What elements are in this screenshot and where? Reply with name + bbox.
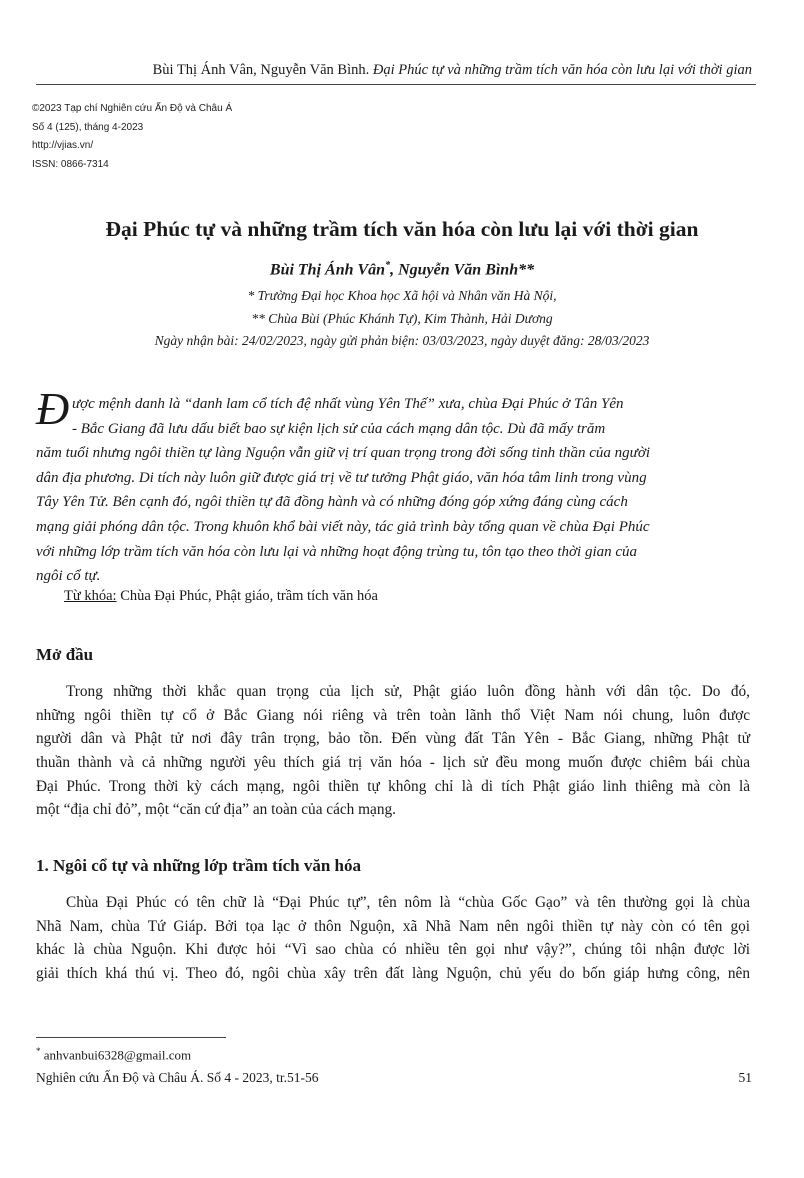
affiliation-2: ** Chùa Bùi (Phúc Khánh Tự), Kim Thành, Hải Dương [251, 311, 553, 326]
abstract-line: dân địa phương. Di tích này luôn giữ được giá trị về tư tưởng Phật giáo, văn hóa tâm linh trong vùng [36, 469, 647, 486]
running-head-title: Đại Phúc tự và những trầm tích văn hóa còn lưu lại với thời gian [372, 62, 752, 78]
intro-paragraph [36, 680, 750, 822]
page-number: 51 [738, 1070, 752, 1085]
drop-cap: Đ [36, 383, 70, 434]
article-title: Đại Phúc tự và những trầm tích văn hóa còn lưu lại với thời gian [105, 217, 699, 241]
page-footer [36, 1070, 752, 1086]
paragraph-line: thuần thành và cả những người yêu thích giá trị văn hóa - lịch sử đều mong muốn được chiêm bái chùa [36, 754, 750, 772]
section-heading-intro: Mở đầu [36, 645, 94, 664]
footnote-mark: * [36, 1046, 41, 1056]
paragraph-line: người dân và Phật tử nơi đây trân trọng, bảo tồn. Đến vùng đất Tân Yên - Bắc Giang, những Phật tử [36, 730, 750, 748]
footnote-email[interactable]: anhvanbui6328@gmail.com [40, 1047, 192, 1063]
paragraph-line: giải thích khá thú vị. Theo đó, ngôi chùa xây trên đất làng Nguộn, chủ yếu do bốn giáp hưng công, nên [36, 965, 750, 983]
affiliation-1: * Trường Đại học Khoa học Xã hội và Nhân văn Hà Nội, [247, 288, 557, 303]
footnote [36, 1046, 191, 1063]
footer-journal: Nghiên cứu Ấn Độ và Châu Á. Số 4 - 2023, tr.51-56 [36, 1070, 319, 1085]
issue-line: Số 4 (125), tháng 4-2023 [32, 121, 144, 133]
author-separator: , [390, 261, 399, 279]
abstract [36, 392, 750, 589]
abstract-line: - Bắc Giang đã lưu dấu biết bao sự kiện lịch sử của cách mạng dân tộc. Dù đã mấy trăm [72, 420, 606, 437]
dates-line: Ngày nhận bài: 24/02/2023, ngày gửi phản biện: 03/03/2023, ngày duyệt đăng: 28/03/2023 [154, 333, 650, 348]
abstract-line: năm tuổi nhưng ngôi thiền tự làng Nguộn vẫn giữ vị trí quan trọng trong đời sống tinh thần của người [36, 445, 651, 462]
footnote-rule [36, 1037, 226, 1038]
copyright-line: ©2023 Tạp chí Nghiên cứu Ấn Độ và Châu Á [32, 103, 233, 114]
keywords-text: Chùa Đại Phúc, Phật giáo, trầm tích văn hóa [116, 588, 378, 604]
section-heading-1: 1. Ngôi cổ tự và những lớp trầm tích văn hóa [36, 856, 361, 875]
abstract-line: Tây Yên Tử. Bên cạnh đó, ngôi thiền tự đã đồng hành và có những đóng góp xứng đáng cùng cách [36, 494, 628, 511]
keywords-label: Từ khóa: [64, 588, 117, 604]
author-2: Nguyễn Văn Bình [398, 261, 519, 279]
abstract-line: mạng giải phóng dân tộc. Trong khuôn khổ bài viết này, tác giả trình bày tổng quan về chùa Đại Phúc [36, 518, 650, 535]
paragraph-line: Chùa Đại Phúc có tên chữ là “Đại Phúc tự”, tên nôm là “chùa Gốc Gạo” và tên thường gọi là chùa [66, 894, 750, 911]
running-head [36, 62, 752, 79]
author-line [0, 260, 804, 279]
issn-line: ISSN: 0866-7314 [32, 158, 109, 170]
paragraph-line: những ngôi thiền tự cổ ở Bắc Giang nói riêng và trên toàn lãnh thổ Việt Nam nói chung, luôn được [36, 706, 750, 724]
running-head-authors: Bùi Thị Ánh Vân, Nguyễn Văn Bình. [152, 62, 370, 78]
author-1: Bùi Thị Ánh Vân [269, 261, 386, 279]
section-1-paragraph [36, 891, 750, 986]
abstract-line: với những lớp trầm tích văn hóa còn lưu lại và những hoạt động trùng tu, tôn tạo theo thời gian của [36, 543, 638, 560]
paragraph-line: Trong những thời khắc quan trọng của lịch sử, Phật giáo luôn đồng hành với dân tộc. Do đó, [66, 683, 750, 700]
author-1-mark: * [385, 260, 391, 271]
journal-meta [32, 100, 232, 174]
paragraph-line: một “địa chỉ đỏ”, một “căn cứ địa” an toàn của cách mạng. [36, 801, 396, 819]
author-2-mark: ** [518, 261, 535, 279]
abstract-line: ngôi cổ tự. [36, 568, 101, 585]
paragraph-line: khác là chùa Nguộn. Khi được hỏi “Vì sao chùa có nhiều tên gọi như vậy?”, chúng tôi nhận được lời [36, 941, 750, 959]
abstract-line: ược mệnh danh là “danh lam cổ tích đệ nhất vùng Yên Thế” xưa, chùa Đại Phúc ở Tân Yên [72, 396, 624, 412]
paragraph-line: Đại Phúc. Trong thời kỳ cách mạng, ngôi thiền tự không chỉ là di tích Phật giáo linh thiêng mà còn là [36, 777, 750, 795]
header-rule [36, 84, 756, 85]
journal-url[interactable]: http://vjias.vn/ [32, 140, 94, 151]
paragraph-line: Nhã Nam, chùa Tứ Giáp. Bởi tọa lạc ở thôn Nguộn, xã Nhã Nam nên ngôi thiền tự này còn có tên gọi [36, 917, 750, 935]
keywords [64, 588, 378, 605]
